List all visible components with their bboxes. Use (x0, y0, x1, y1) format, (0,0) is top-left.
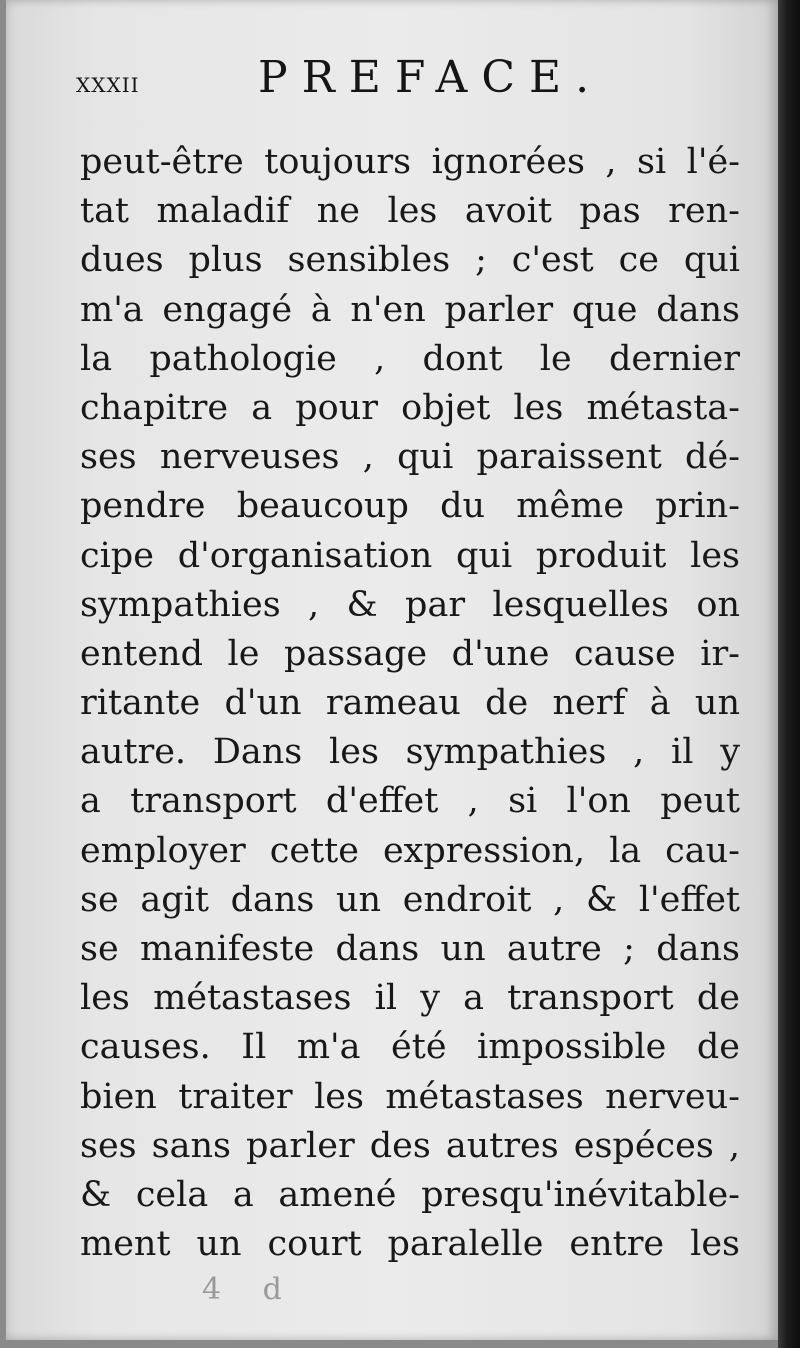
text-line: a transport d'effet , si l'on peut (80, 781, 740, 822)
text-line: ritante d'un rameau de nerf à un (80, 683, 740, 724)
text-line: ment un court paralelle entre les (80, 1224, 740, 1265)
text-line: entend le passage d'une cause ir- (80, 633, 740, 674)
text-line: tat maladif ne les avoit pas ren- (80, 191, 740, 232)
text-line: ses nerveuses , qui paraissent dé- (80, 437, 740, 478)
text-line: sympathies , & par lesquelles on (80, 584, 740, 625)
text-line: ses sans parler des autres espéces , (80, 1125, 740, 1166)
text-line: employer cette expression, la cau- (80, 830, 740, 871)
running-head: PREFACE. (258, 52, 604, 103)
text-line: se agit dans un endroit , & l'effet (80, 879, 740, 920)
text-line: peut-être toujours ignorées , si l'é- (80, 142, 740, 182)
page-edge-shadow (778, 0, 800, 1348)
text-line: bien traiter les métastases nerveu- (80, 1076, 740, 1117)
text-line: autre. Dans les sympathies , il y (80, 732, 740, 773)
text-line: chapitre a pour objet les métasta- (80, 387, 740, 428)
page-header (76, 50, 676, 106)
text-line: causes. Il m'a été impossible de (80, 1027, 740, 1068)
text-line: les métastases il y a transport de (80, 978, 740, 1019)
text-line: pendre beaucoup du même prin- (80, 486, 740, 527)
page-number: xxxii (76, 66, 140, 99)
text-line: cipe d'organisation qui produit les (80, 535, 740, 576)
text-line: m'a engagé à n'en parler que dans (80, 289, 740, 330)
text-line: la pathologie , dont le dernier (80, 338, 740, 379)
text-line: dues plus sensibles ; c'est ce qui (80, 240, 740, 281)
signature-mark: 4 d (202, 1272, 298, 1307)
body-text (80, 138, 740, 1269)
text-line: se manifeste dans un autre ; dans (80, 929, 740, 969)
text-line: & cela a amené presqu'inévitable- (80, 1174, 740, 1215)
book-page (6, 0, 778, 1340)
